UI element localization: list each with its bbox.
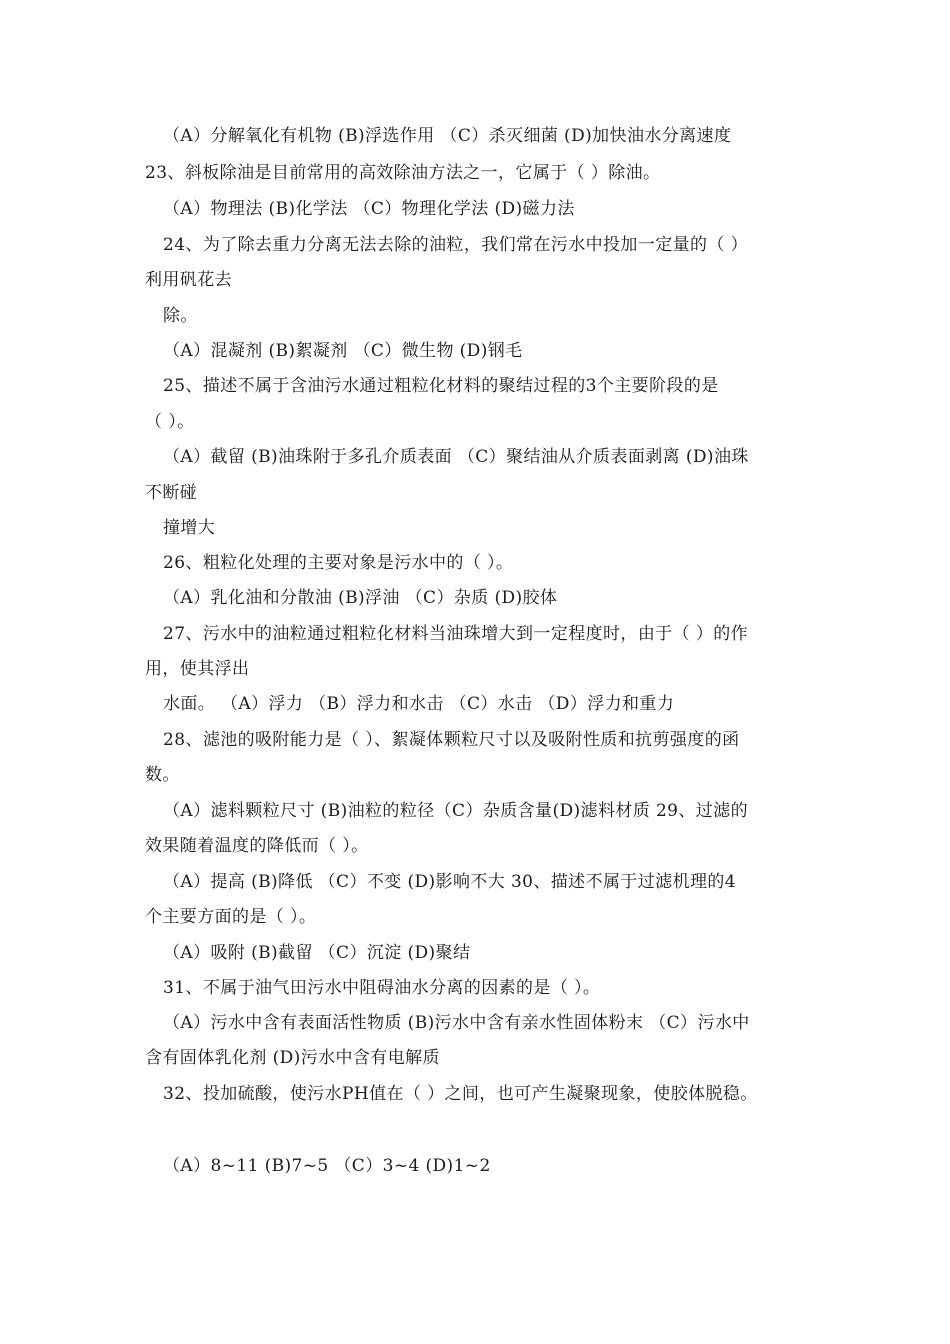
text-line: 除。 xyxy=(163,306,198,326)
text-line: （A）8~11 (B)7~5 （C）3~4 (D)1~2 xyxy=(163,1156,491,1176)
text-line: 不断碰 xyxy=(145,483,198,503)
text-line: 效果随着温度的降低而（ ）。 xyxy=(145,836,369,856)
text-line: 含有固体乳化剂 (D)污水中含有电解质 xyxy=(145,1048,440,1068)
text-line: （A）滤料颗粒尺寸 (B)油粒的粒径（C）杂质含量(D)滤料材质 29、过滤的 xyxy=(163,801,748,821)
text-line: （A）物理法 (B)化学法 （C）物理化学法 (D)磁力法 xyxy=(163,199,575,219)
text-line: （A）乳化油和分散油 (B)浮油 （C）杂质 (D)胶体 xyxy=(163,588,558,608)
question-28: 28、滤池的吸附能力是（ ）、絮凝体颗粒尺寸以及吸附性质和抗剪强度的函 xyxy=(163,730,740,750)
question-26: 26、粗粒化处理的主要对象是污水中的（ ）。 xyxy=(163,553,514,573)
text-line: 水面。 （A）浮力 （B）浮力和水击 （C）水击 （D）浮力和重力 xyxy=(163,694,675,714)
text-line: （A）截留 (B)油珠附于多孔介质表面 （C）聚结油从介质表面剥离 (D)油珠 xyxy=(163,447,749,467)
text-line: 个主要方面的是（ ）。 xyxy=(145,907,317,927)
question-25: 25、描述不属于含油污水通过粗粒化材料的聚结过程的3个主要阶段的是 xyxy=(163,376,719,396)
text-line: （A）混凝剂 (B)絮凝剂 （C）微生物 (D)钢毛 xyxy=(163,341,523,361)
text-line: （ ）。 xyxy=(145,412,195,432)
question-23: 23、斜板除油是目前常用的高效除油方法之一，它属于（ ）除油。 xyxy=(145,163,661,183)
text-line: （A）提高 (B)降低 （C）不变 (D)影响不大 30、描述不属于过滤机理的4 xyxy=(163,872,736,892)
question-24: 24、为了除去重力分离无法去除的油粒，我们常在污水中投加一定量的（ ） xyxy=(163,235,749,255)
text-line: 撞增大 xyxy=(163,518,216,538)
text-line: （A）污水中含有表面活性物质 (B)污水中含有亲水性固体粉末 （C）污水中 xyxy=(163,1013,750,1033)
question-31: 31、不属于油气田污水中阻碍油水分离的因素的是（ ）。 xyxy=(163,978,601,998)
question-32: 32、投加硫酸，使污水PH值在（ ）之间，也可产生凝聚现象，使胶体脱稳。 xyxy=(163,1084,758,1104)
text-line: 用，使其浮出 xyxy=(145,659,250,679)
text-line: （A）吸附 (B)截留 （C）沉淀 (D)聚结 xyxy=(163,943,471,963)
question-27: 27、污水中的油粒通过粗粒化材料当油珠增大到一定程度时，由于（ ）的作 xyxy=(163,624,749,644)
text-line: 数。 xyxy=(145,765,180,785)
text-line: 利用矾花去 xyxy=(145,270,232,290)
text-line: （A）分解氧化有机物 (B)浮选作用 （C）杀灭细菌 (D)加快油水分离速度 xyxy=(163,126,732,146)
